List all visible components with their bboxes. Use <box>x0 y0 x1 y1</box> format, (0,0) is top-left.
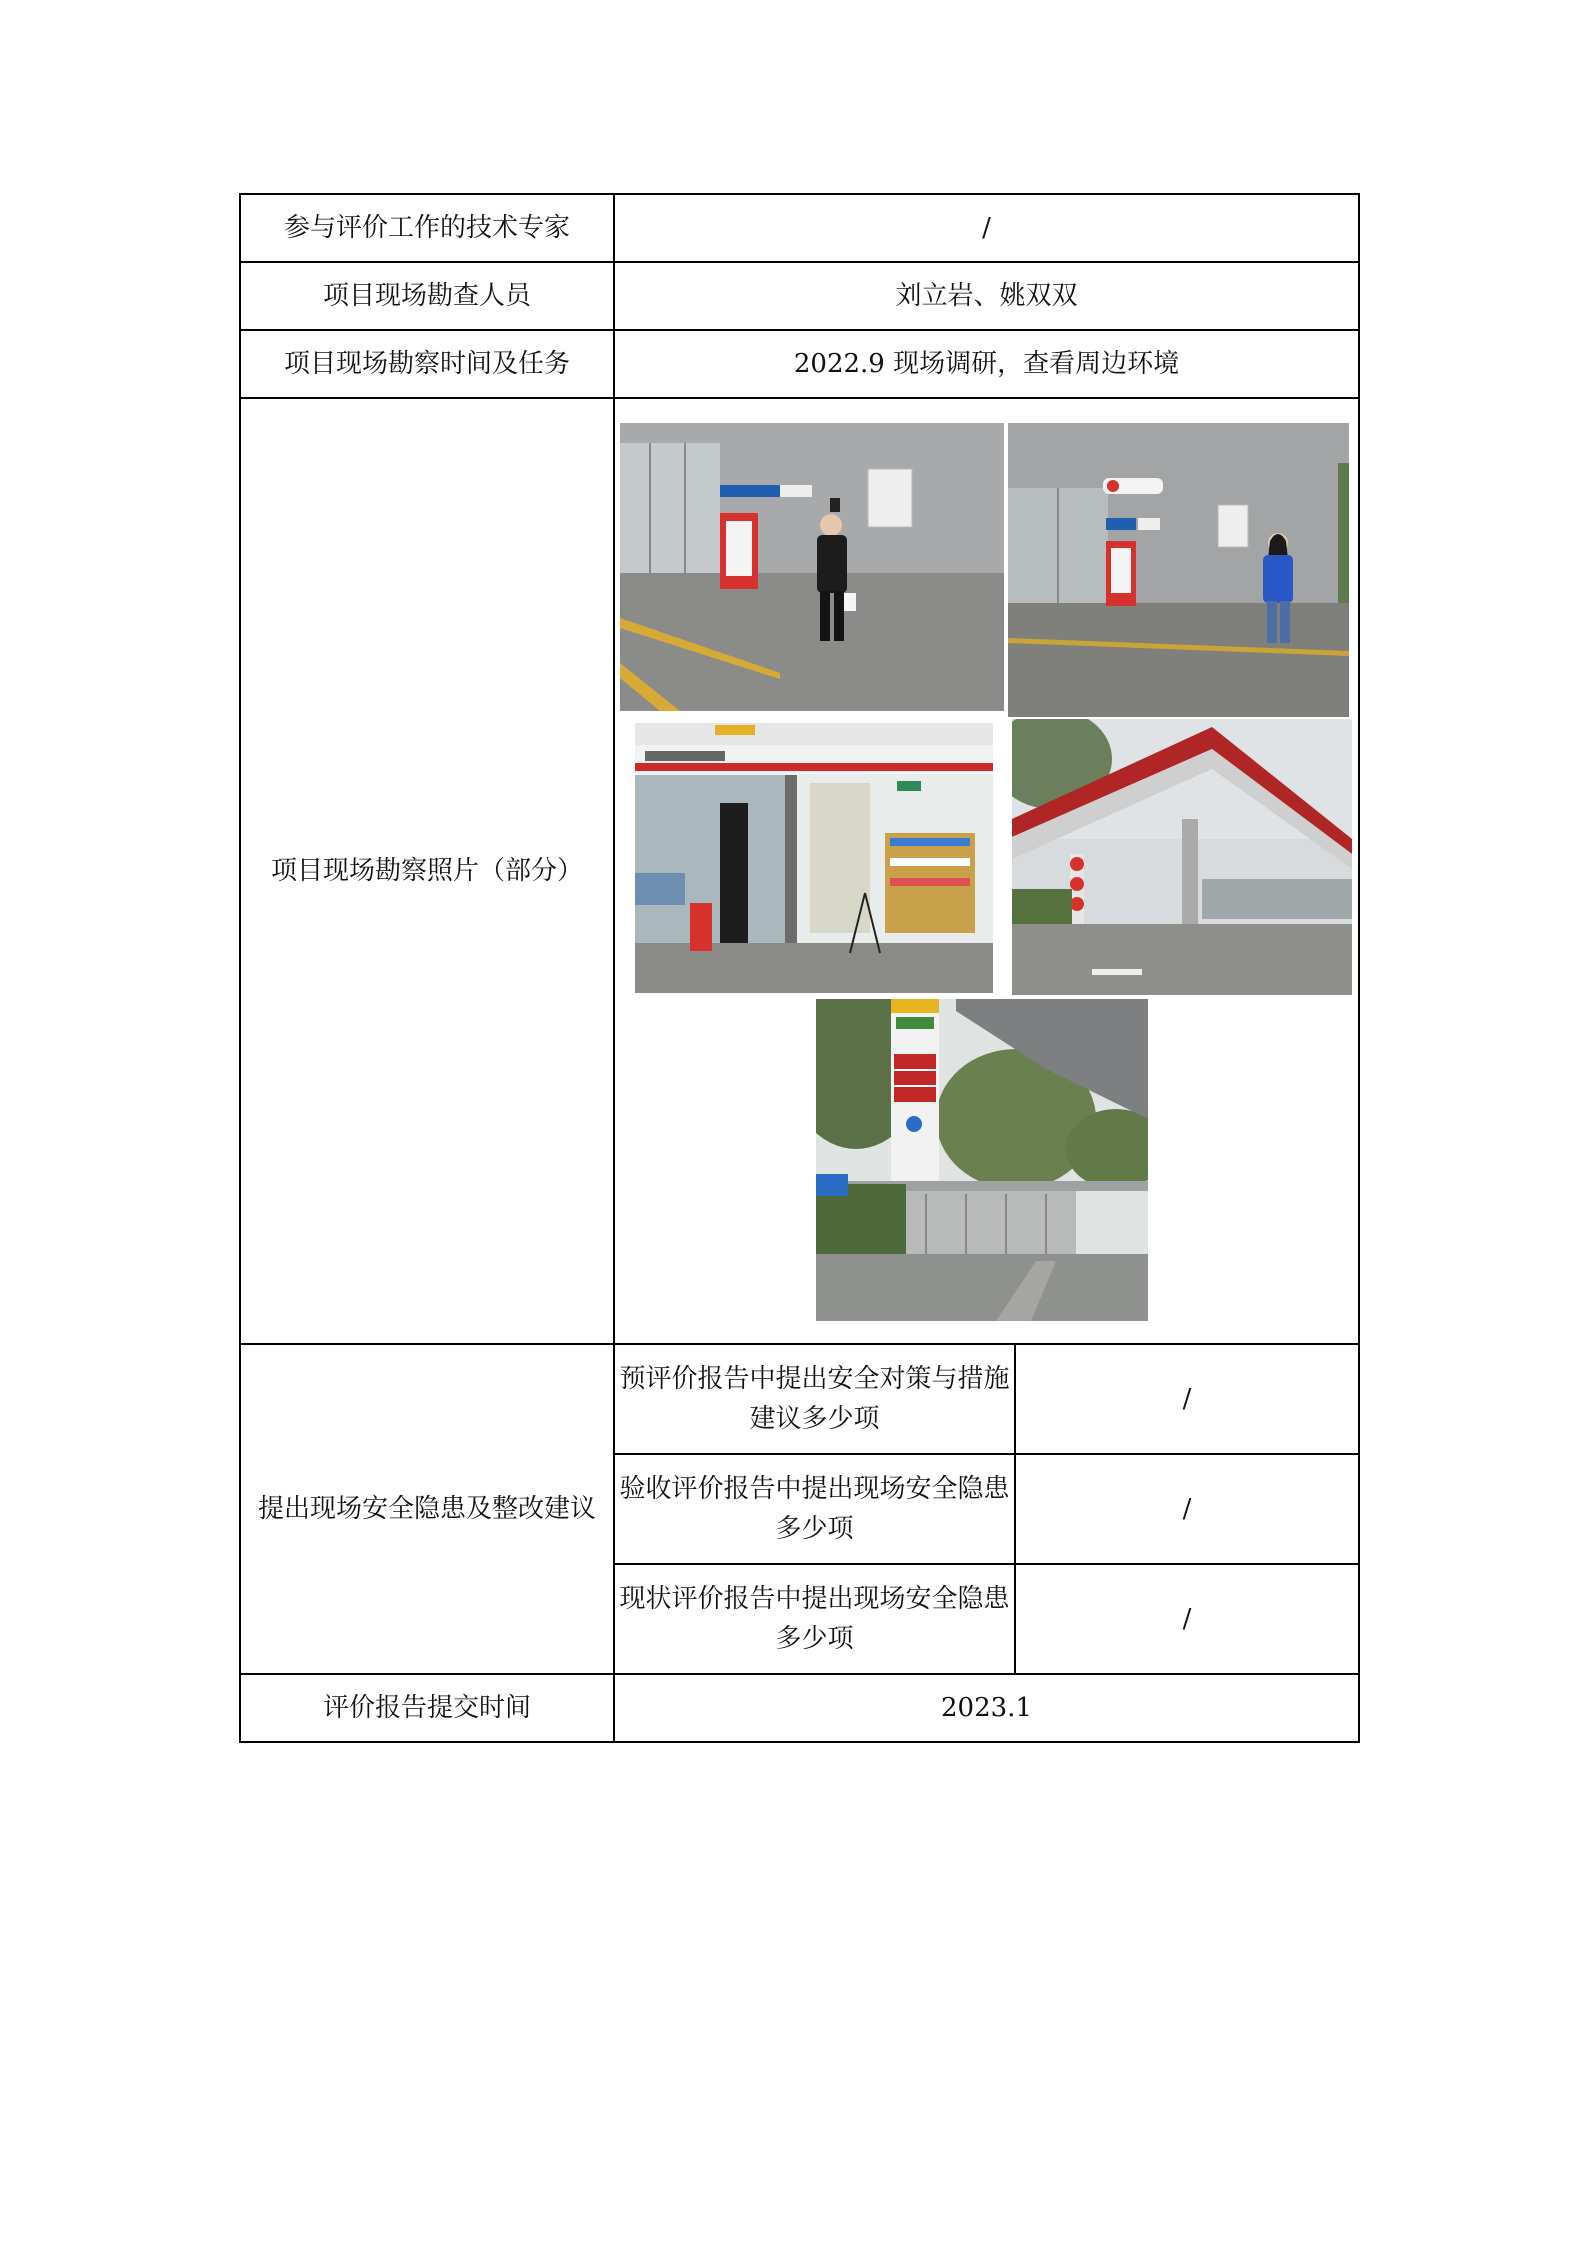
inspection-time-value: 2022.9 现场调研，查看周边环境 <box>614 330 1359 398</box>
experts-label: 参与评价工作的技术专家 <box>240 194 614 262</box>
photos-label: 项目现场勘察照片（部分） <box>240 398 614 1344</box>
submit-time-row <box>240 1674 1359 1742</box>
inspectors-label: 项目现场勘查人员 <box>240 262 614 330</box>
submit-time-label: 评价报告提交时间 <box>240 1674 614 1742</box>
photo-station-sign-pylon <box>816 999 1148 1321</box>
hazard-value-acceptance: / <box>1015 1454 1359 1564</box>
hazard-question-status: 现状评价报告中提出现场安全隐患多少项 <box>614 1564 1015 1674</box>
inspectors-value: 刘立岩、姚双双 <box>614 262 1359 330</box>
photo-inspector-male-wall <box>620 423 1004 711</box>
inspection-time-row <box>240 330 1359 398</box>
hazard-question-acceptance: 验收评价报告中提出现场安全隐患多少项 <box>614 1454 1015 1564</box>
hazards-label: 提出现场安全隐患及整改建议 <box>240 1344 614 1674</box>
hazard-row-1 <box>240 1344 1359 1454</box>
inspectors-row <box>240 262 1359 330</box>
photo-fuel-canopy <box>1012 719 1352 995</box>
photos-cell <box>614 398 1359 1344</box>
photo-convenience-store-entrance <box>635 723 993 993</box>
hazard-value-pre-evaluation: / <box>1015 1344 1359 1454</box>
photo-collage <box>615 399 1360 1343</box>
photo-inspector-female-wall <box>1008 423 1349 717</box>
evaluation-info-table <box>239 193 1360 1743</box>
submit-time-value: 2023.1 <box>614 1674 1359 1742</box>
hazard-question-pre-evaluation: 预评价报告中提出安全对策与措施建议多少项 <box>614 1344 1015 1454</box>
experts-value: / <box>614 194 1359 262</box>
experts-row <box>240 194 1359 262</box>
inspection-time-label: 项目现场勘察时间及任务 <box>240 330 614 398</box>
photos-row <box>240 398 1359 1344</box>
hazard-value-status: / <box>1015 1564 1359 1674</box>
